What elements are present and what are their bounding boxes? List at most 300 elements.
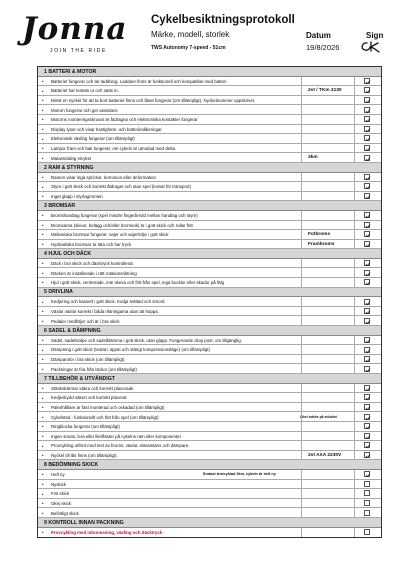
checkmark-icon bbox=[365, 261, 371, 267]
checklist-item-text: Provcykling utförd med test av broms, växlar, elassistans och dämpare. bbox=[51, 443, 190, 449]
checkbox[interactable] bbox=[364, 78, 370, 84]
section-header bbox=[38, 326, 381, 336]
column-divider bbox=[354, 86, 355, 95]
checklist-row bbox=[38, 211, 381, 221]
checklist-row bbox=[38, 182, 381, 192]
column-divider bbox=[301, 489, 302, 498]
checklist-row bbox=[38, 259, 381, 269]
checklist-row bbox=[38, 528, 381, 538]
checkmark-icon bbox=[365, 194, 371, 200]
column-divider bbox=[354, 355, 355, 364]
checklist-item-text: Sadel, sadelstolpe och sadelklämma i gott skick, utan glapp. Fungerande drop post, om tillgänglig. bbox=[51, 337, 242, 343]
checkbox[interactable] bbox=[364, 126, 370, 132]
column-divider bbox=[301, 441, 302, 450]
section-header bbox=[38, 518, 381, 528]
bullet-marker: • bbox=[42, 357, 44, 363]
logo-tagline: JOIN THE RIDE bbox=[50, 48, 107, 54]
column-divider bbox=[301, 240, 302, 249]
checkmark-icon bbox=[365, 242, 371, 248]
column-divider bbox=[301, 268, 302, 277]
brand-model-size-label: Märke, modell, storlek bbox=[151, 30, 230, 39]
section-header bbox=[38, 67, 381, 77]
column-divider bbox=[301, 221, 302, 230]
checklist-row bbox=[38, 268, 381, 278]
column-divider bbox=[301, 96, 302, 105]
column-divider bbox=[354, 364, 355, 373]
bullet-marker: • bbox=[42, 338, 44, 344]
date-label: Datum bbox=[306, 31, 331, 40]
checkmark-icon bbox=[365, 357, 371, 363]
checkmark-icon bbox=[365, 98, 371, 104]
item-note: Endast testcyklad 3km, cykeln är helt ny bbox=[203, 471, 276, 476]
checklist-item-text: Däcken är installerade i rätt rotationsriktning bbox=[51, 270, 137, 276]
bullet-marker: • bbox=[42, 405, 44, 411]
bullet-marker: • bbox=[42, 213, 44, 219]
checkmark-icon bbox=[365, 223, 371, 229]
checkbox[interactable] bbox=[364, 107, 370, 113]
checklist-row bbox=[38, 384, 381, 394]
checklist-item-text: Pedaler medföljer och är i bra skick bbox=[51, 318, 120, 324]
checkmark-icon bbox=[365, 108, 371, 114]
bullet-marker: • bbox=[42, 136, 44, 142]
item-note: 2st / TKm 3130 bbox=[308, 88, 342, 94]
checklist-row bbox=[38, 403, 381, 413]
checklist-row bbox=[38, 432, 381, 442]
checklist-row bbox=[38, 115, 381, 125]
column-divider bbox=[354, 230, 355, 239]
checkmark-icon bbox=[365, 472, 371, 478]
checklist-row bbox=[38, 240, 381, 250]
section-title: 1 BATTERI & MOTOR bbox=[44, 68, 97, 75]
bullet-marker: • bbox=[42, 146, 44, 152]
checklist-row bbox=[38, 173, 381, 183]
column-divider bbox=[301, 422, 302, 431]
checkmark-icon bbox=[365, 271, 371, 277]
bullet-marker: • bbox=[42, 366, 44, 372]
item-note: Fotbroms bbox=[308, 232, 331, 238]
checklist-item-text: Hjul i gott skick, centrerade, inte skeva och fritt från spel, inga bucklor eller skador på fälg bbox=[51, 280, 225, 286]
checklist-row bbox=[38, 86, 381, 96]
column-divider bbox=[301, 192, 302, 201]
column-divider bbox=[354, 77, 355, 86]
section-header bbox=[38, 374, 381, 384]
item-note: Frambroms bbox=[308, 241, 335, 247]
checkmark-icon bbox=[365, 300, 371, 306]
column-divider bbox=[354, 422, 355, 431]
bullet-marker: • bbox=[42, 347, 44, 353]
column-divider bbox=[354, 115, 355, 124]
bullet-marker: • bbox=[42, 107, 44, 113]
column-divider bbox=[354, 173, 355, 182]
bullet-marker: • bbox=[42, 78, 44, 84]
checkmark-icon bbox=[365, 79, 371, 85]
section-title: 7 TILLBEHÖR & UTVÄNDIGT bbox=[44, 375, 115, 382]
checklist-item-text: Cykelstöd - funktionellt och fritt från spel (om tillämpligt) bbox=[51, 414, 159, 420]
checkbox[interactable] bbox=[364, 231, 370, 237]
date-value: 19/8/2026 bbox=[306, 43, 340, 52]
checklist-item-text: Ringklocka fungerar (om tillämpligt) bbox=[51, 424, 120, 430]
checklist-item-text: Helt ny bbox=[51, 472, 65, 478]
checklist-item-text: Kedjering och kassett i gott skick. Kedja tvättad och smord bbox=[51, 299, 165, 305]
checklist-row bbox=[38, 470, 381, 480]
column-divider bbox=[354, 393, 355, 402]
checkbox[interactable] bbox=[364, 529, 370, 535]
bullet-marker: • bbox=[42, 270, 44, 276]
checklist-row bbox=[38, 489, 381, 499]
column-divider bbox=[301, 182, 302, 191]
checkbox[interactable] bbox=[364, 423, 370, 429]
column-divider bbox=[354, 403, 355, 412]
checkmark-icon bbox=[365, 424, 371, 430]
checklist-item-text: Provcykling med inbromsning, växling och däcktryck bbox=[51, 529, 163, 535]
checkbox[interactable] bbox=[364, 442, 370, 448]
checklist-item-text: Befintligt skick bbox=[51, 510, 79, 516]
checklist-item-text: Batteriet fungerar och tar laddning. Laddare finns är funktionell och kompatibel med batteri bbox=[51, 78, 227, 84]
checklist-row bbox=[38, 422, 381, 432]
bike-model-value: TWS Autonomy 7-speed - 51cm bbox=[151, 45, 226, 51]
checkbox[interactable] bbox=[364, 356, 370, 362]
bullet-marker: • bbox=[42, 280, 44, 286]
column-divider bbox=[354, 508, 355, 517]
column-divider bbox=[354, 297, 355, 306]
checklist-item-text: Styre i gott skick och korrekt åtdraget och utan spel (lossat för transport) bbox=[51, 184, 192, 190]
column-divider bbox=[301, 144, 302, 153]
checkbox[interactable] bbox=[364, 260, 370, 266]
checkmark-icon bbox=[365, 232, 371, 238]
bullet-marker: • bbox=[42, 98, 44, 104]
checklist-row bbox=[38, 192, 381, 202]
checkmark-icon bbox=[365, 117, 371, 123]
checklist-row bbox=[38, 316, 381, 326]
column-divider bbox=[354, 134, 355, 143]
section-header bbox=[38, 288, 381, 298]
checkbox[interactable] bbox=[364, 241, 370, 247]
checklist-row bbox=[38, 134, 381, 144]
column-divider bbox=[301, 432, 302, 441]
checklist-item-text: Packningar är fria från läckor (om tillämpligt) bbox=[51, 366, 137, 372]
logo-wordmark: Jonna bbox=[22, 11, 128, 47]
bullet-marker: • bbox=[42, 117, 44, 123]
column-divider bbox=[354, 412, 355, 421]
column-divider bbox=[301, 153, 302, 162]
bullet-marker: • bbox=[42, 309, 44, 315]
checklist-item-text: Fint skick bbox=[51, 491, 70, 497]
checklist-item-text: Växlar växlar korrekt i båda riktningarna utan att hoppa. bbox=[51, 309, 159, 315]
column-divider bbox=[301, 499, 302, 508]
header bbox=[0, 0, 407, 64]
checkmark-icon bbox=[365, 453, 371, 459]
section-header bbox=[38, 460, 381, 470]
column-divider bbox=[301, 297, 302, 306]
column-divider bbox=[301, 508, 302, 517]
checkmark-icon bbox=[365, 348, 371, 354]
item-note: 3km bbox=[308, 155, 318, 161]
bullet-marker: • bbox=[42, 261, 44, 267]
checklist-item-text: Okej skick bbox=[51, 500, 72, 506]
checkbox[interactable] bbox=[364, 155, 370, 161]
column-divider bbox=[354, 432, 355, 441]
bullet-marker: • bbox=[42, 126, 44, 132]
column-divider bbox=[354, 384, 355, 393]
bullet-marker: • bbox=[42, 299, 44, 305]
checklist-row bbox=[38, 345, 381, 355]
column-divider bbox=[301, 480, 302, 489]
checkbox[interactable] bbox=[364, 318, 370, 324]
bullet-marker: • bbox=[42, 184, 44, 190]
column-divider bbox=[301, 451, 302, 460]
checkbox[interactable] bbox=[364, 337, 370, 343]
column-divider bbox=[354, 278, 355, 287]
checkmark-icon bbox=[365, 434, 371, 440]
bullet-marker: • bbox=[42, 414, 44, 420]
bullet-marker: • bbox=[42, 453, 44, 459]
column-divider bbox=[354, 441, 355, 450]
checklist-row bbox=[38, 499, 381, 509]
column-divider bbox=[301, 173, 302, 182]
checkbox[interactable] bbox=[364, 183, 370, 189]
column-divider bbox=[354, 336, 355, 345]
checklist-row bbox=[38, 230, 381, 240]
bullet-marker: • bbox=[42, 88, 44, 94]
checklist-row bbox=[38, 412, 381, 422]
checkbox[interactable] bbox=[364, 404, 370, 410]
page-title: Cykelbesiktningsprotokoll bbox=[151, 14, 295, 26]
bullet-marker: • bbox=[42, 491, 44, 497]
column-divider bbox=[354, 182, 355, 191]
column-divider bbox=[301, 278, 302, 287]
checklist-item-text: Elektronisk växling fungerar (om tillämpligt) bbox=[51, 136, 135, 142]
column-divider bbox=[301, 77, 302, 86]
column-divider bbox=[354, 268, 355, 277]
checkmark-icon bbox=[365, 136, 371, 142]
column-divider bbox=[301, 412, 302, 421]
bullet-marker: • bbox=[42, 501, 44, 507]
checkmark-icon bbox=[365, 146, 371, 152]
column-divider bbox=[354, 105, 355, 114]
checkbox[interactable] bbox=[364, 433, 370, 439]
checkmark-icon bbox=[365, 338, 371, 344]
column-divider bbox=[301, 316, 302, 325]
checklist-row bbox=[38, 508, 381, 518]
checkmark-icon bbox=[365, 386, 371, 392]
checkbox[interactable] bbox=[364, 145, 370, 151]
checkmark-icon bbox=[365, 156, 371, 162]
checklist-item-text: Mekaniska bromsar fungerar, vajer och vajerhölje i gott skick bbox=[51, 232, 169, 238]
checklist-row bbox=[38, 364, 381, 374]
bullet-marker: • bbox=[42, 424, 44, 430]
checklist-row bbox=[38, 480, 381, 490]
checkbox[interactable] bbox=[364, 385, 370, 391]
checklist-item-text: Display lyser och visar hastighets- och batteriindikeringar bbox=[51, 126, 162, 132]
checkbox[interactable] bbox=[364, 97, 370, 103]
checklist-item-text: Inget glapp i styrlagrmmen bbox=[51, 193, 103, 199]
column-divider bbox=[301, 403, 302, 412]
column-divider bbox=[354, 125, 355, 134]
section-title: 6 SADEL & DÄMPNING bbox=[44, 327, 101, 334]
bullet-marker: • bbox=[42, 222, 44, 228]
checklist-item-text: Nyckel till lås finns (om tillämpligt) bbox=[51, 452, 117, 458]
column-divider bbox=[354, 96, 355, 105]
checklist-item-text: Minst en nyckel för att ta bort batteriet finns och låset fungerar (om tillämpligt). Nyckelnummer uppskrivet. bbox=[51, 97, 256, 103]
signature-mark bbox=[359, 40, 381, 54]
checklist-table bbox=[37, 66, 382, 538]
column-divider bbox=[301, 528, 302, 538]
checkbox[interactable] bbox=[364, 299, 370, 305]
column-divider bbox=[354, 144, 355, 153]
section-header bbox=[38, 163, 381, 173]
column-divider bbox=[301, 470, 302, 479]
column-divider bbox=[354, 499, 355, 508]
checklist-item-text: Lampor fram och bak fungerar, om cykeln är utrustad med detta. bbox=[51, 145, 177, 151]
checkmark-icon bbox=[365, 184, 371, 190]
checkmark-icon bbox=[365, 127, 371, 133]
checklist-item-text: Ingen smuts, lera eller liknfläster på cykelns ram eller komponenter bbox=[51, 433, 182, 439]
checkmark-icon bbox=[365, 443, 371, 449]
checkmark-icon bbox=[365, 213, 371, 219]
column-divider bbox=[301, 134, 302, 143]
checklist-item-text: Bromsarna (skivor, belägg och/eller bromsok) är i gott skick och rullar fritt bbox=[51, 222, 193, 228]
section-title: 5 DRIVLINA bbox=[44, 289, 73, 296]
column-divider bbox=[301, 105, 302, 114]
checklist-item-text: Dämpning i gott skick (testat i öppet och stängt kompressionsläge) (om tillämpligt) bbox=[51, 347, 210, 353]
bullet-marker: • bbox=[42, 155, 44, 161]
section-header bbox=[38, 249, 381, 259]
column-divider bbox=[354, 221, 355, 230]
bullet-marker: • bbox=[42, 232, 44, 238]
checklist-row bbox=[38, 153, 381, 163]
column-divider bbox=[301, 355, 302, 364]
column-divider bbox=[354, 153, 355, 162]
item-note: 2st AXA 2230V bbox=[308, 452, 342, 458]
section-title: 3 BROMSAR bbox=[44, 202, 76, 209]
checkbox[interactable] bbox=[364, 116, 370, 122]
bullet-marker: • bbox=[42, 443, 44, 449]
checklist-item-text: Ramen visar inga sprickor, korrosion eller deformation bbox=[51, 174, 156, 180]
column-divider bbox=[301, 259, 302, 268]
column-divider bbox=[301, 384, 302, 393]
bullet-marker: • bbox=[42, 194, 44, 200]
checklist-item-text: Bromshandtag fungerar (spel mindre fingerbredd mellan handtag och styre) bbox=[51, 213, 198, 219]
item-note: Likel märke på stöddet bbox=[300, 414, 337, 419]
checkbox[interactable] bbox=[364, 279, 370, 285]
column-divider bbox=[301, 230, 302, 239]
checklist-row bbox=[38, 125, 381, 135]
checkmark-icon bbox=[365, 175, 371, 181]
checkbox[interactable] bbox=[364, 212, 370, 218]
column-divider bbox=[354, 192, 355, 201]
column-divider bbox=[301, 345, 302, 354]
checklist-row bbox=[38, 307, 381, 317]
bullet-marker: • bbox=[42, 472, 44, 478]
column-divider bbox=[354, 451, 355, 460]
bullet-marker: • bbox=[42, 385, 44, 391]
checkmark-icon bbox=[365, 367, 371, 373]
column-divider bbox=[301, 393, 302, 402]
checklist-item-text: Motorns monteringsskruvar är åtdragna och elektroniska kontakter fungerar bbox=[51, 117, 198, 123]
checklist-row bbox=[38, 77, 381, 87]
checklist-row bbox=[38, 451, 381, 461]
bullet-marker: • bbox=[42, 433, 44, 439]
column-divider bbox=[354, 470, 355, 479]
column-divider bbox=[354, 480, 355, 489]
checkbox[interactable] bbox=[364, 174, 370, 180]
checkbox[interactable] bbox=[364, 500, 370, 506]
checklist-item-text: Batteriet har testats ur och satts in. bbox=[51, 88, 119, 94]
checkbox[interactable] bbox=[364, 366, 370, 372]
checkbox[interactable] bbox=[364, 270, 370, 276]
column-divider bbox=[354, 528, 355, 538]
checklist-item-text: Pakethållare är fast monterad och oskadad (om tillämpligt) bbox=[51, 404, 165, 410]
column-divider bbox=[354, 345, 355, 354]
checkbox[interactable] bbox=[364, 135, 370, 141]
checklist-row bbox=[38, 336, 381, 346]
section-title: 8 BEDÖMNING SKICK bbox=[44, 461, 99, 468]
section-title: 4 HJUL OCH DÄCK bbox=[44, 250, 92, 257]
column-divider bbox=[301, 211, 302, 220]
checkmark-icon bbox=[365, 405, 371, 411]
checklist-item-text: Matarstraling elcykel bbox=[51, 155, 92, 161]
checkbox[interactable] bbox=[364, 347, 370, 353]
column-divider bbox=[354, 240, 355, 249]
bullet-marker: • bbox=[42, 395, 44, 401]
checkbox[interactable] bbox=[364, 222, 370, 228]
section-title: 2 RAM & STYRNING bbox=[44, 164, 94, 171]
checkbox[interactable] bbox=[364, 193, 370, 199]
checkbox[interactable] bbox=[364, 471, 370, 477]
checkbox[interactable] bbox=[364, 308, 370, 314]
column-divider bbox=[301, 336, 302, 345]
checkbox[interactable] bbox=[364, 452, 370, 458]
column-divider bbox=[301, 115, 302, 124]
checklist-row bbox=[38, 393, 381, 403]
checkbox[interactable] bbox=[364, 490, 370, 496]
column-divider bbox=[301, 364, 302, 373]
column-divider bbox=[354, 259, 355, 268]
column-divider bbox=[354, 211, 355, 220]
column-divider bbox=[301, 125, 302, 134]
checklist-row bbox=[38, 297, 381, 307]
bullet-marker: • bbox=[42, 242, 44, 248]
checkbox[interactable] bbox=[364, 510, 370, 516]
checklist-row bbox=[38, 355, 381, 365]
checkbox[interactable] bbox=[364, 414, 370, 420]
column-divider bbox=[301, 307, 302, 316]
section-header bbox=[38, 201, 381, 211]
bullet-marker: • bbox=[42, 481, 44, 487]
checklist-row bbox=[38, 441, 381, 451]
checkmark-icon bbox=[365, 415, 371, 421]
section-title: 9 KONTROLL INNAN PACKNING bbox=[44, 519, 124, 526]
bullet-marker: • bbox=[42, 529, 44, 535]
column-divider bbox=[301, 86, 302, 95]
column-divider bbox=[354, 307, 355, 316]
bullet-marker: • bbox=[42, 510, 44, 516]
column-divider bbox=[354, 489, 355, 498]
checklist-item-text: Däck i bra skick och däcktryck kontrollerat bbox=[51, 261, 133, 267]
column-divider bbox=[354, 316, 355, 325]
checkmark-icon bbox=[365, 280, 371, 286]
checklist-row bbox=[38, 96, 381, 106]
checkbox[interactable] bbox=[364, 394, 370, 400]
checklist-row bbox=[38, 105, 381, 115]
checklist-item-text: Dämparolor i bra skick (om tillämpligt) bbox=[51, 357, 125, 362]
checklist-item-text: Hydrauliska bromsar är täta och har tryck bbox=[51, 241, 132, 247]
checkbox[interactable] bbox=[364, 481, 370, 487]
logo bbox=[22, 12, 142, 56]
checkbox[interactable] bbox=[364, 87, 370, 93]
bullet-marker: • bbox=[42, 174, 44, 180]
checklist-item-text: Kedjeskydd säkert och korrekt placerat bbox=[51, 395, 127, 401]
